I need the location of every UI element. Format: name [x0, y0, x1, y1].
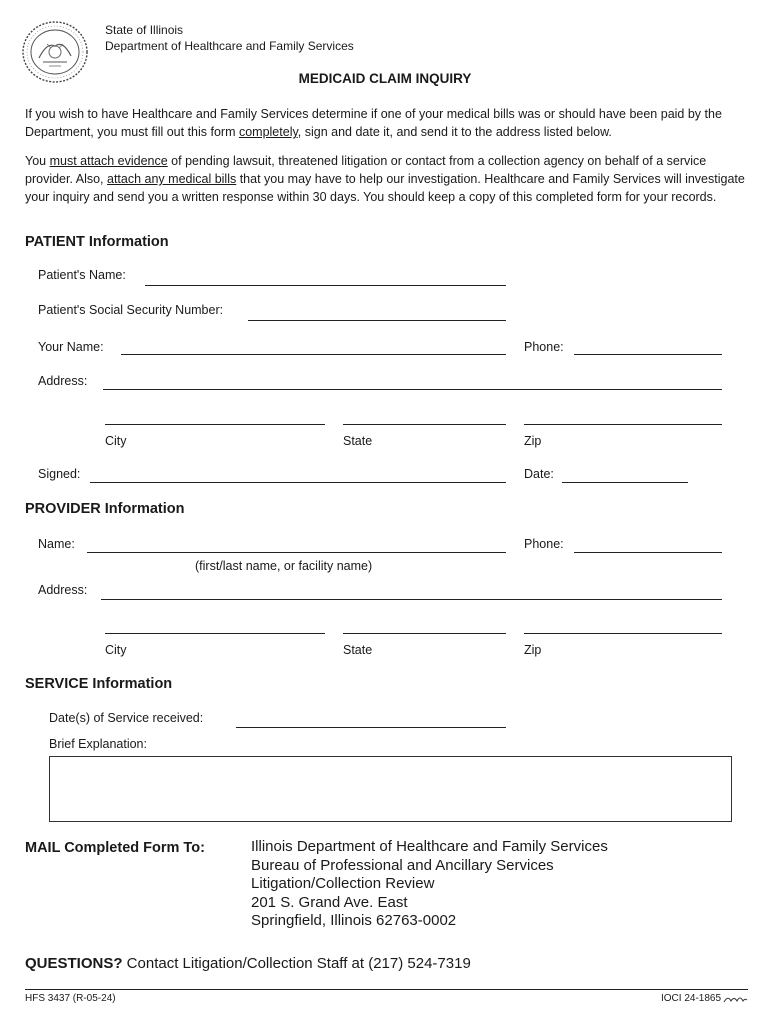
date-label: Date: [524, 467, 554, 481]
printer-mark-icon [722, 993, 748, 1005]
questions-text: Contact Litigation/Collection Staff at (217) 524-7319 [122, 955, 471, 972]
patient-name-input[interactable] [145, 271, 506, 286]
patient-heading: PATIENT Information [25, 234, 169, 250]
provider-address-input[interactable] [101, 585, 722, 600]
explanation-label: Brief Explanation: [49, 737, 147, 751]
patient-phone-input[interactable] [574, 340, 722, 355]
questions-line [25, 955, 471, 972]
provider-phone-input[interactable] [574, 538, 722, 553]
intro-p1-text-b: , sign and date it, and send it to the address listed below. [297, 125, 612, 139]
printer-mark [722, 992, 748, 1004]
provider-city-input[interactable] [105, 619, 325, 634]
provider-address-label: Address: [38, 583, 88, 597]
explanation-textarea[interactable] [49, 756, 732, 822]
patient-zip-input[interactable] [524, 410, 722, 425]
footer-rule [25, 989, 748, 990]
intro-p2-text-a: You [25, 154, 50, 168]
mail-address-block [251, 838, 608, 931]
patient-address-input[interactable] [103, 375, 722, 390]
provider-name-input[interactable] [87, 538, 506, 553]
provider-name-hint: (first/last name, or facility name) [195, 559, 373, 573]
your-name-label: Your Name: [38, 340, 104, 354]
service-dates-label: Date(s) of Service received: [49, 711, 204, 725]
mail-line-1: Illinois Department of Healthcare and Family Services [251, 838, 608, 855]
provider-name-label: Name: [38, 537, 75, 551]
your-name-input[interactable] [121, 340, 506, 355]
provider-phone-label: Phone: [524, 537, 564, 551]
service-dates-input[interactable] [236, 713, 506, 728]
page-title: MEDICAID CLAIM INQUIRY [298, 71, 472, 86]
patient-city-label: City [105, 434, 127, 448]
patient-state-input[interactable] [343, 410, 506, 425]
provider-zip-input[interactable] [524, 619, 722, 634]
mail-line-5: Springfield, Illinois 62763-0002 [251, 912, 457, 929]
patient-ssn-label: Patient's Social Security Number: [38, 303, 224, 317]
mail-line-2: Bureau of Professional and Ancillary Services [251, 856, 554, 874]
intro-paragraph-1 [25, 105, 750, 141]
mail-label: MAIL Completed Form To: [25, 840, 205, 856]
provider-state-label: State [343, 643, 373, 657]
date-input[interactable] [562, 468, 688, 483]
provider-zip-label: Zip [524, 643, 542, 657]
questions-label: QUESTIONS? [25, 955, 123, 972]
provider-city-label: City [105, 643, 127, 657]
patient-ssn-input[interactable] [248, 306, 506, 321]
mail-line-3: Litigation/Collection Review [251, 875, 435, 892]
mail-line-4: 201 S. Grand Ave. East [251, 893, 408, 911]
service-heading: SERVICE Information [25, 676, 173, 692]
patient-state-label: State [343, 434, 373, 448]
signed-label: Signed: [38, 467, 81, 481]
form-id: HFS 3437 (R-05-24) [25, 993, 116, 1004]
patient-city-input[interactable] [105, 410, 325, 425]
intro-p1-underline: completely [238, 125, 298, 139]
intro-paragraph-2 [25, 152, 750, 206]
patient-address-label: Address: [38, 374, 88, 388]
intro-p2-underline-evidence: must attach evidence [49, 154, 168, 168]
agency-line-1: State of Illinois [105, 23, 184, 37]
provider-state-input[interactable] [343, 619, 506, 634]
provider-heading: PROVIDER Information [25, 501, 185, 517]
intro-p2-text-b: of pending lawsuit, threatened litigation or contact from a collection agency on behalf of a service provider. Also, [25, 154, 707, 186]
patient-phone-label: Phone: [524, 340, 564, 354]
intro-p2-text-c: that you may have to help our investigation. Healthcare and Family Services will investigate your inquiry and send you a written response within 30 days. You should keep a copy of this completed form for your records. [25, 172, 745, 204]
signature-input[interactable] [90, 468, 506, 483]
agency-line-2: Department of Healthcare and Family Services [105, 39, 354, 53]
patient-zip-label: Zip [524, 434, 542, 448]
ioci-number: IOCI 24-1865 [661, 993, 722, 1004]
patient-name-label: Patient's Name: [38, 268, 126, 282]
intro-p1-text-a: If you wish to have Healthcare and Family Services determine if one of your medical bills was or should have been paid by the Department, you must fill out this form [25, 107, 722, 139]
intro-p2-underline-bills: attach any medical bills [107, 172, 237, 186]
